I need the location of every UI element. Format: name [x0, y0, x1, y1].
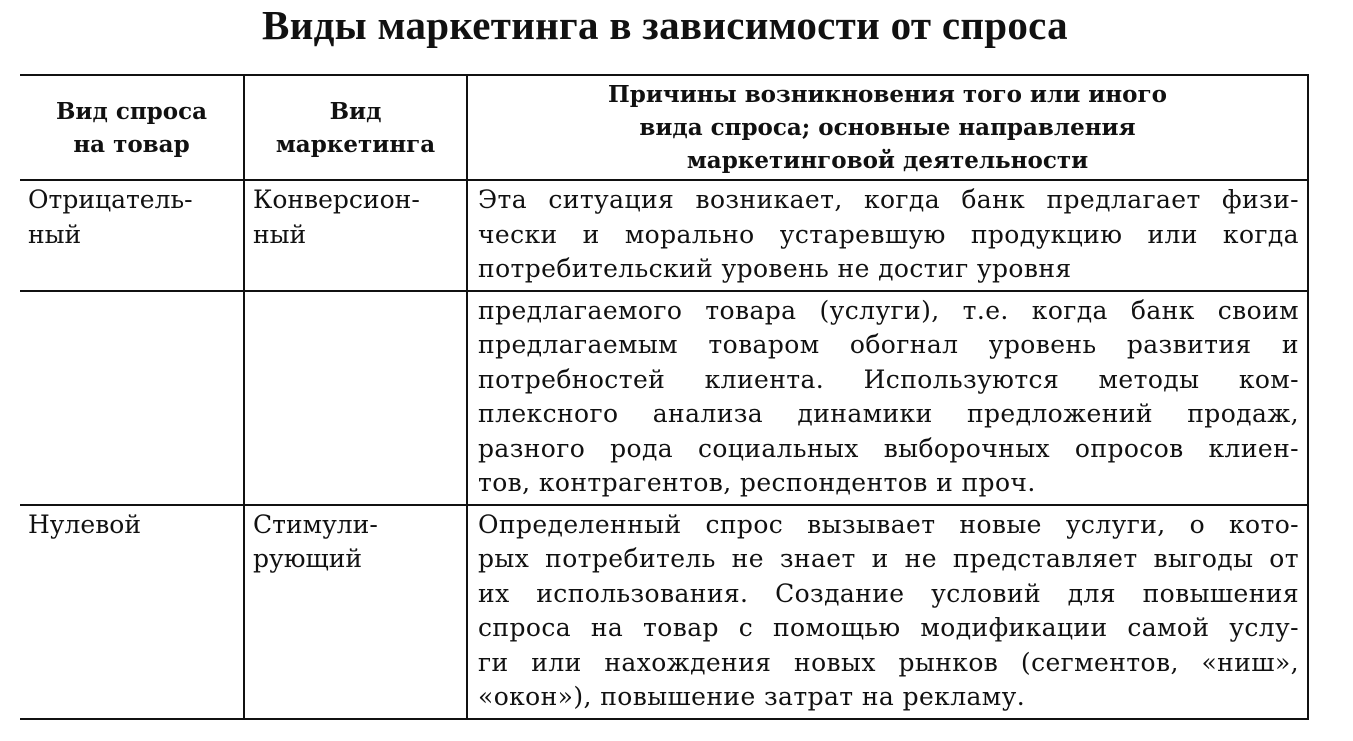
cell-line: ный: [28, 219, 82, 249]
cell-line: рующий: [253, 544, 363, 573]
cell-line: «окон»), повышение затрат на рекламу.: [478, 682, 1026, 711]
header-marketing-type: [244, 75, 467, 180]
table-row: [20, 291, 1308, 505]
marketing-cell: [244, 291, 467, 505]
description-cell: [467, 180, 1308, 291]
header-line: Вид: [329, 97, 382, 125]
cell-line: разного рода социальных выборочных опросов клиен-: [478, 433, 1299, 463]
cell-line: рых потребитель не знает и не представляет выгоды от: [478, 544, 1299, 573]
table-row: [20, 505, 1308, 719]
cell-line: спроса на товар с помощью модификации самой услу-: [478, 613, 1299, 642]
cell-line: потребительский уровень не достиг уровня: [478, 254, 1072, 283]
cell-line: потребностей клиента. Используются методы ком-: [478, 364, 1299, 394]
header-line: вида спроса; основные направления: [639, 114, 1136, 141]
cell-line: предлагаемого товара (услуги), т.е. когда банк своим: [478, 295, 1299, 325]
table-row: [20, 180, 1308, 291]
cell-line: их использования. Создание условий для повышения: [478, 578, 1299, 608]
cell-line: ги или нахождения новых рынков (сегментов, «ниш»,: [478, 647, 1299, 677]
cell-line: Эта ситуация возникает, когда банк предлагает физи-: [478, 185, 1299, 214]
description-cell: [467, 505, 1308, 719]
header-line: на товар: [73, 130, 190, 158]
cell-line: Конверсион-: [253, 185, 420, 214]
header-demand-type: [20, 75, 244, 180]
cell-line: тов, контрагентов, респондентов и проч.: [478, 468, 1036, 497]
cell-line: предлагаемым товаром обогнал уровень развития и: [478, 330, 1299, 359]
header-reasons: [467, 75, 1308, 180]
description-cell: [467, 291, 1308, 505]
cell-line: ный: [253, 219, 307, 249]
marketing-cell: [244, 505, 467, 719]
cell-line: Нулевой: [28, 509, 141, 539]
cell-line: Отрицатель-: [28, 185, 193, 214]
page-title: Виды маркетинга в зависимости от спроса: [262, 2, 1068, 48]
cell-line: Определенный спрос вызывает новые услуги, о кото-: [478, 509, 1299, 539]
header-line: Вид спроса: [55, 97, 207, 125]
cell-line: Стимули-: [253, 509, 378, 539]
header-line: маркетинговой деятельности: [686, 147, 1089, 174]
cell-line: плексного анализа динамики предложений продаж,: [478, 399, 1299, 428]
demand-cell: [20, 291, 244, 505]
demand-cell: [20, 505, 244, 719]
table-header-row: [20, 75, 1308, 180]
header-line: Причины возникновения того или иного: [608, 81, 1167, 108]
demand-cell: [20, 180, 244, 291]
marketing-types-table: [20, 74, 1309, 720]
cell-line: чески и морально устаревшую продукцию или когда: [478, 219, 1299, 249]
marketing-cell: [244, 180, 467, 291]
header-line: маркетинга: [275, 130, 436, 158]
